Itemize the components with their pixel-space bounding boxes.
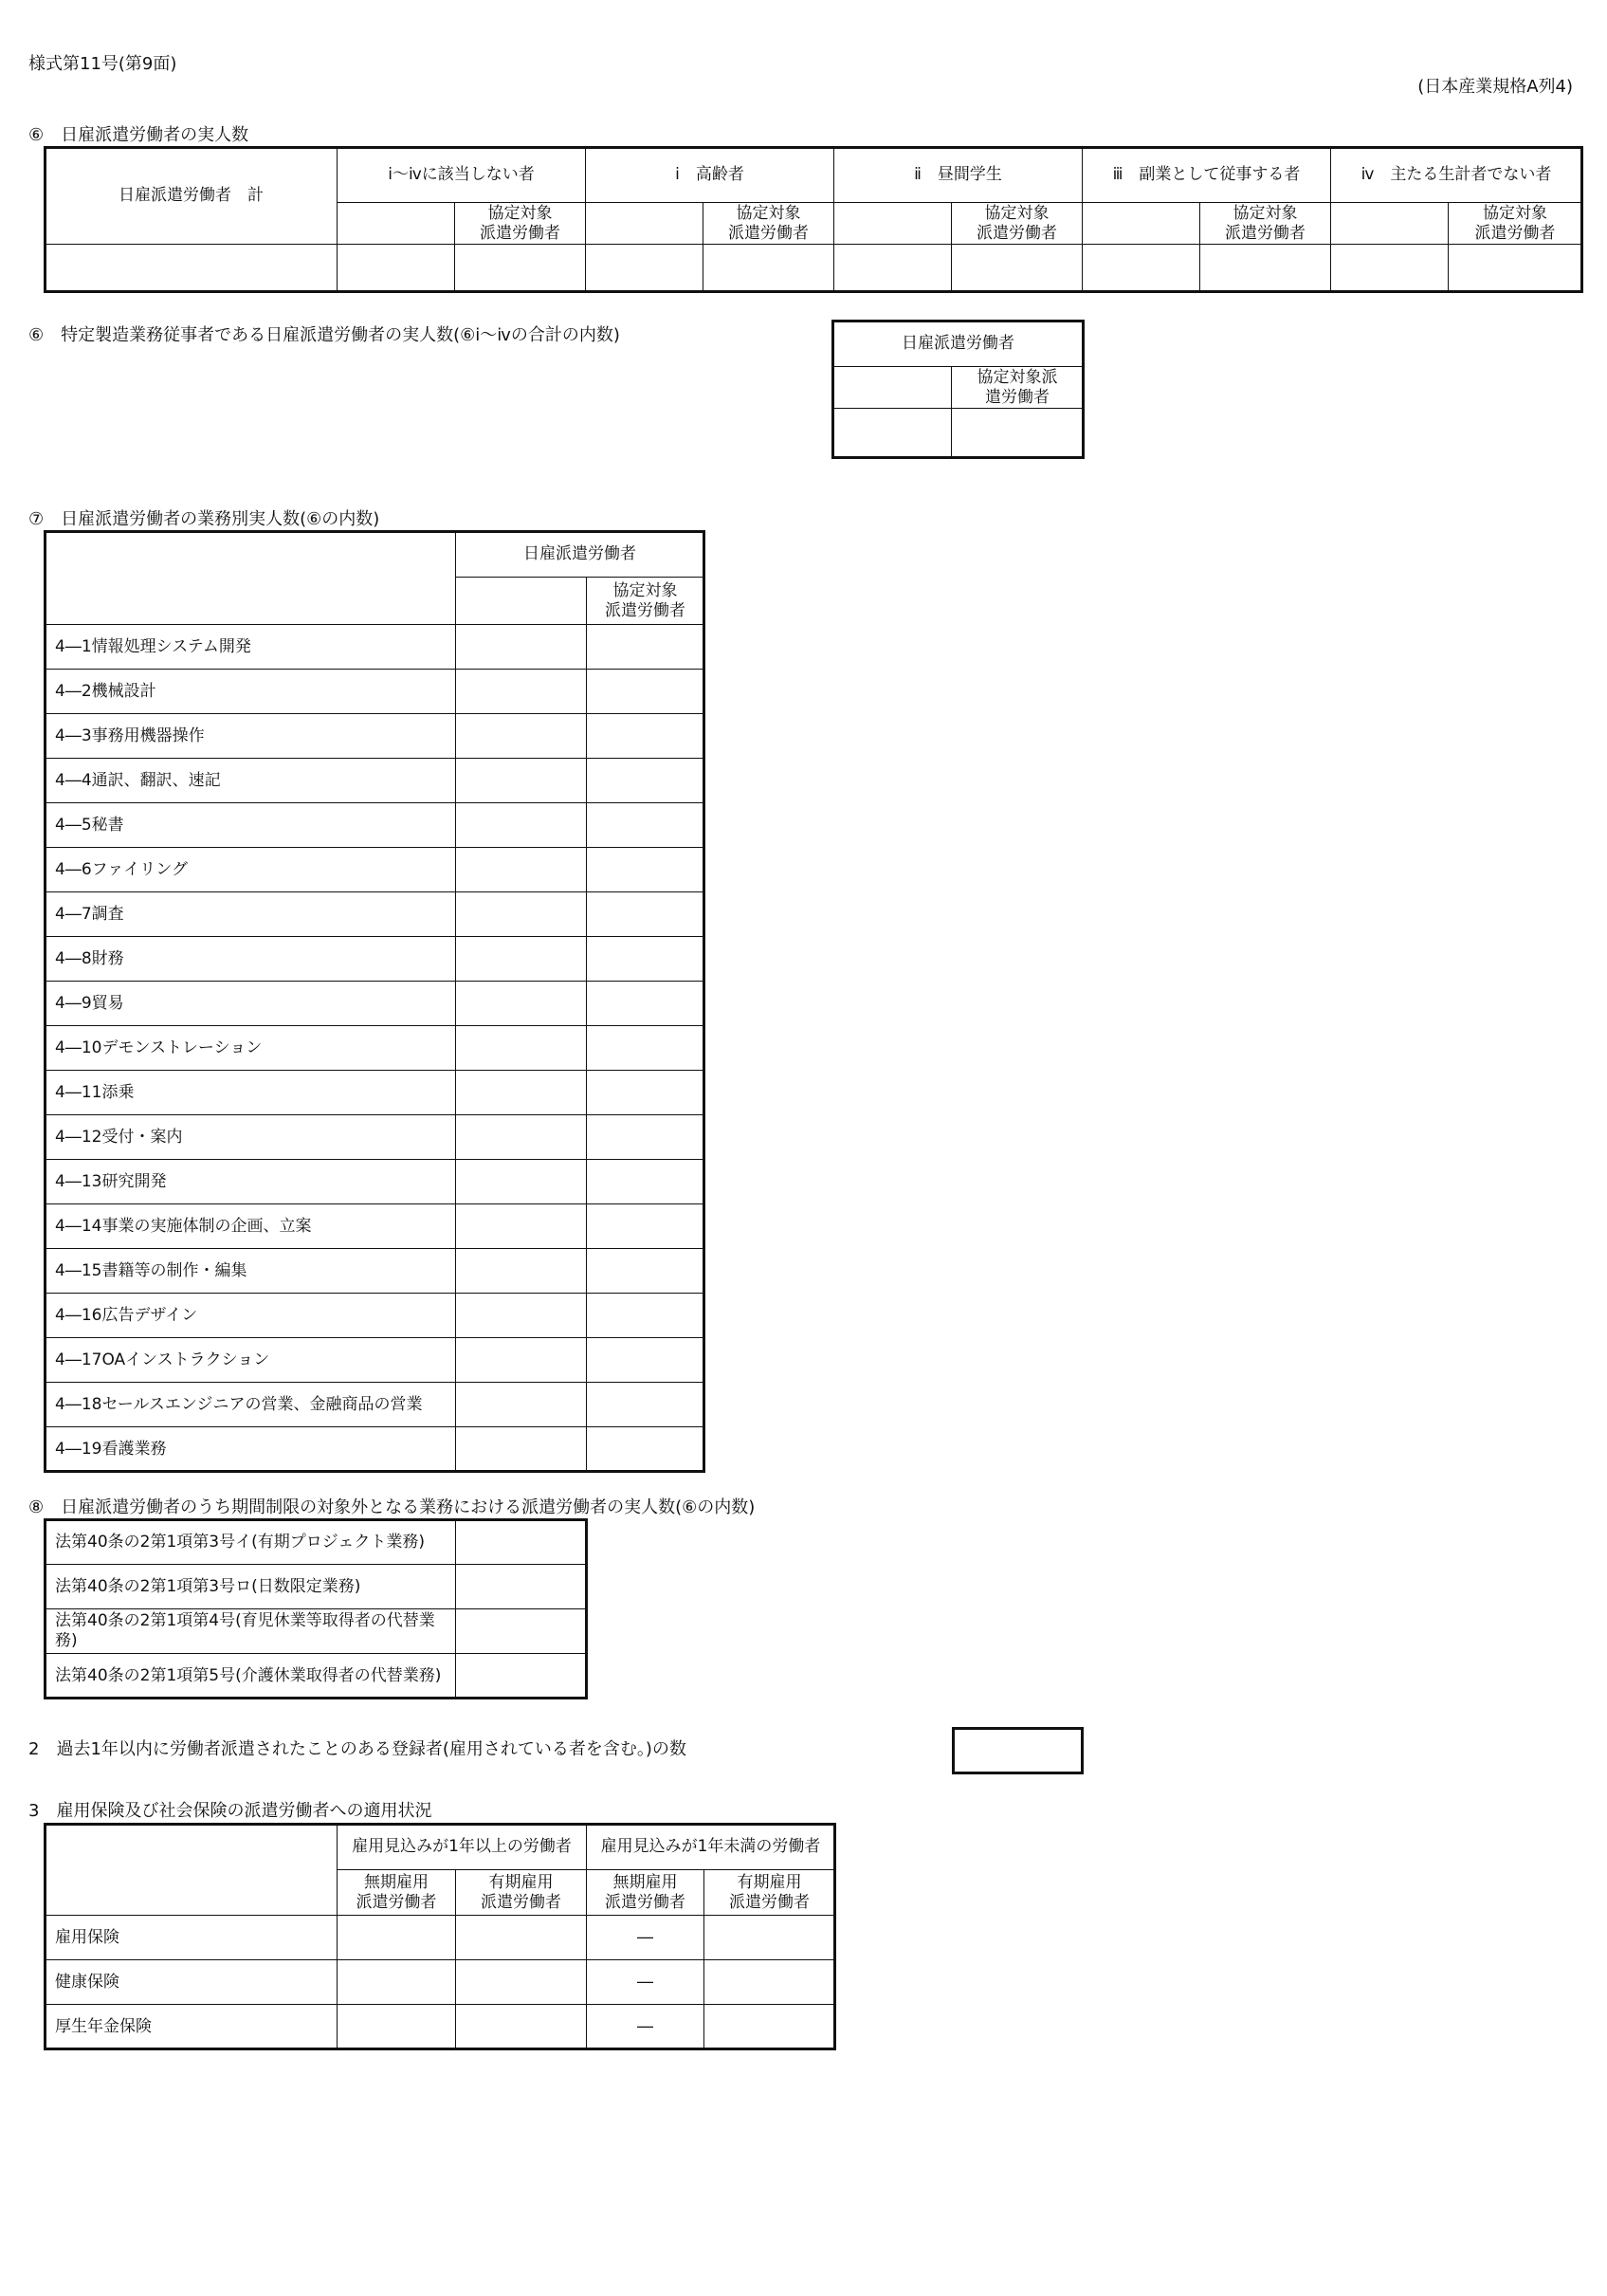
sec3-sub-0: 無期雇用 派遣労働者	[338, 1870, 456, 1916]
sec7-input-cell[interactable]	[456, 1338, 587, 1383]
sec6-group-1: ⅰ 高齢者	[586, 148, 834, 203]
sec7-row-label: 4―17OAインストラクション	[46, 1338, 456, 1383]
sec6-sub-1: 協定対象 派遣労働者	[703, 203, 834, 245]
sec3-input-cell[interactable]	[456, 1960, 587, 2005]
sec8-row	[46, 1654, 587, 1699]
sec6-sub-2: 協定対象 派遣労働者	[952, 203, 1083, 245]
sec7-row-label: 4―3事務用機器操作	[46, 714, 456, 759]
sec2-title: 2 過去1年以内に労働者派遣されたことのある登録者(雇用されている者を含む。)の数	[28, 1739, 686, 1759]
sec6-input-cell[interactable]	[1083, 245, 1200, 292]
sec7-row-label: 4―19看護業務	[46, 1427, 456, 1472]
sec6-blank	[338, 203, 455, 245]
sec6-blank	[834, 203, 952, 245]
sec3-input-cell[interactable]	[338, 1916, 456, 1960]
sec8-row-label: 法第40条の2第1項第3号ロ(日数限定業務)	[46, 1565, 456, 1609]
sec3-row	[46, 1960, 835, 2005]
sec7-row	[46, 937, 704, 982]
sec7-row	[46, 1115, 704, 1160]
sec7-input-cell[interactable]	[456, 625, 587, 670]
sec3-sub-3: 有期雇用 派遣労働者	[704, 1870, 835, 1916]
sec3-corner	[46, 1825, 338, 1916]
sec7-input-cell[interactable]	[456, 982, 587, 1026]
sec6-input-cell[interactable]	[1449, 245, 1582, 292]
sec7-input-cell[interactable]	[587, 1383, 704, 1427]
sec7-row	[46, 982, 704, 1026]
sec7-row	[46, 1427, 704, 1472]
sec7-row	[46, 670, 704, 714]
sec3-input-cell[interactable]	[338, 2005, 456, 2049]
sec7-input-cell[interactable]	[456, 1204, 587, 1249]
sec8-input-cell[interactable]	[456, 1654, 587, 1699]
sec6b-blank	[833, 367, 952, 409]
sec7-row	[46, 1383, 704, 1427]
sec6-input-cell[interactable]	[1200, 245, 1331, 292]
sec3-input-cell[interactable]	[704, 1960, 835, 2005]
sec3-dash-cell: ―	[587, 2005, 704, 2049]
sec7-row-label: 4―14事業の実施体制の企画、立案	[46, 1204, 456, 1249]
sec7-row	[46, 892, 704, 937]
sec7-row	[46, 803, 704, 848]
sec7-input-cell[interactable]	[456, 937, 587, 982]
sec3-input-cell[interactable]	[704, 1916, 835, 1960]
sec7-row-label: 4―2機械設計	[46, 670, 456, 714]
sec7-row-label: 4―5秘書	[46, 803, 456, 848]
sec3-sub-1: 有期雇用 派遣労働者	[456, 1870, 587, 1916]
sec3-title: 3 雇用保険及び社会保険の派遣労働者への適用状況	[28, 1801, 432, 1821]
sec7-input-cell[interactable]	[456, 1249, 587, 1294]
sec8-row	[46, 1565, 587, 1609]
sec3-input-cell[interactable]	[704, 2005, 835, 2049]
sec7-input-cell[interactable]	[587, 759, 704, 803]
sec7-row-label: 4―10デモンストレーション	[46, 1026, 456, 1071]
sec6b-input-cell[interactable]	[833, 409, 952, 458]
sec3-group-1: 雇用見込みが1年未満の労働者	[587, 1825, 835, 1870]
sec6b-title: ⑥ 特定製造業務従事者である日雇派遣労働者の実人数(⑥ⅰ～ⅳの合計の内数)	[28, 325, 620, 345]
sec6-total-header: 日雇派遣労働者 計	[46, 148, 338, 245]
sec6b-sub: 協定対象派 遣労働者	[952, 367, 1084, 409]
sec3-row	[46, 2005, 835, 2049]
sec8-row-label: 法第40条の2第1項第5号(介護休業取得者の代替業務)	[46, 1654, 456, 1699]
sec7-input-cell[interactable]	[456, 759, 587, 803]
sec7-input-cell[interactable]	[587, 848, 704, 892]
sec8-row	[46, 1520, 587, 1565]
sec3-row	[46, 1916, 835, 1960]
sec6b-input-cell[interactable]	[952, 409, 1084, 458]
sec6-group-4: ⅳ 主たる生計者でない者	[1331, 148, 1582, 203]
sec7-row	[46, 1204, 704, 1249]
sec7-input-cell[interactable]	[587, 1026, 704, 1071]
sec6-blank	[1331, 203, 1449, 245]
sec6-blank	[586, 203, 703, 245]
sec7-input-cell[interactable]	[456, 1383, 587, 1427]
sec3-input-cell[interactable]	[456, 1916, 587, 1960]
sec7-row-label: 4―16広告デザイン	[46, 1294, 456, 1338]
sec8-input-cell[interactable]	[456, 1565, 587, 1609]
sec7-row-label: 4―15書籍等の制作・編集	[46, 1249, 456, 1294]
sec7-row	[46, 1071, 704, 1115]
sec6-sub-4: 協定対象 派遣労働者	[1449, 203, 1582, 245]
sec6-group-3: ⅲ 副業として従事する者	[1083, 148, 1331, 203]
sec8-row-label: 法第40条の2第1項第3号イ(有期プロジェクト業務)	[46, 1520, 456, 1565]
sec7-row-label: 4―6ファイリング	[46, 848, 456, 892]
form-number: 様式第11号(第9面)	[28, 54, 177, 74]
sec2-input-box[interactable]	[952, 1727, 1084, 1774]
sec7-table	[45, 531, 704, 1472]
sec3-row-label: 厚生年金保険	[46, 2005, 338, 2049]
sec7-row	[46, 1249, 704, 1294]
sec7-input-cell[interactable]	[456, 1115, 587, 1160]
sec6-input-cell[interactable]	[834, 245, 952, 292]
sec7-row-label: 4―7調査	[46, 892, 456, 937]
sec6-blank	[1083, 203, 1200, 245]
paper-size-note: (日本産業規格A列4)	[1417, 77, 1573, 97]
sec6-input-cell[interactable]	[586, 245, 703, 292]
sec7-input-cell[interactable]	[587, 1249, 704, 1294]
sec3-table	[45, 1824, 835, 2049]
sec7-row	[46, 625, 704, 670]
sec7-input-cell[interactable]	[456, 892, 587, 937]
sec7-input-cell[interactable]	[456, 848, 587, 892]
sec7-input-cell[interactable]	[587, 1427, 704, 1472]
sec7-input-cell[interactable]	[587, 937, 704, 982]
sec7-row	[46, 714, 704, 759]
sec3-row-label: 健康保険	[46, 1960, 338, 2005]
sec7-row-label: 4―11添乗	[46, 1071, 456, 1115]
sec7-input-cell[interactable]	[456, 1026, 587, 1071]
sec7-input-cell[interactable]	[587, 1294, 704, 1338]
sec6b-head: 日雇派遣労働者	[833, 321, 1084, 367]
sec7-input-cell[interactable]	[587, 1071, 704, 1115]
sec8-row	[46, 1609, 587, 1654]
sec3-group-0: 雇用見込みが1年以上の労働者	[338, 1825, 587, 1870]
sec7-input-cell[interactable]	[456, 1071, 587, 1115]
sec6-input-cell[interactable]	[1331, 245, 1449, 292]
sec7-title: ⑦ 日雇派遣労働者の業務別実人数(⑥の内数)	[28, 509, 380, 529]
sec6-input-cell[interactable]	[952, 245, 1083, 292]
sec7-input-cell[interactable]	[587, 670, 704, 714]
sec6-sub-0: 協定対象 派遣労働者	[455, 203, 586, 245]
sec7-input-cell[interactable]	[587, 625, 704, 670]
sec7-input-cell[interactable]	[456, 670, 587, 714]
sec7-corner	[46, 532, 456, 625]
sec7-row	[46, 1160, 704, 1204]
sec6-input-cell[interactable]	[46, 245, 338, 292]
sec6-title: ⑥ 日雇派遣労働者の実人数	[28, 125, 249, 145]
sec6-input-cell[interactable]	[455, 245, 586, 292]
sec3-input-cell[interactable]	[338, 1960, 456, 2005]
sec7-input-cell[interactable]	[456, 714, 587, 759]
sec7-row-label: 4―4通訳、翻訳、速記	[46, 759, 456, 803]
sec7-row	[46, 759, 704, 803]
sec7-row-label: 4―1情報処理システム開発	[46, 625, 456, 670]
sec3-row-label: 雇用保険	[46, 1916, 338, 1960]
sec8-input-cell[interactable]	[456, 1520, 587, 1565]
sec7-input-cell[interactable]	[587, 1160, 704, 1204]
sec7-row-label: 4―13研究開発	[46, 1160, 456, 1204]
sec7-input-cell[interactable]	[587, 803, 704, 848]
sec8-row-label: 法第40条の2第1項第4号(育児休業等取得者の代替業務)	[46, 1609, 456, 1654]
sec8-input-cell[interactable]	[456, 1609, 587, 1654]
sec3-dash-cell: ―	[587, 1960, 704, 2005]
sec7-row-label: 4―8財務	[46, 937, 456, 982]
sec7-input-cell[interactable]	[587, 714, 704, 759]
sec6-input-cell[interactable]	[703, 245, 834, 292]
sec6-group-2: ⅱ 昼間学生	[834, 148, 1083, 203]
sec7-input-cell[interactable]	[587, 1204, 704, 1249]
sec6-table	[45, 147, 1582, 292]
sec6-sub-3: 協定対象 派遣労働者	[1200, 203, 1331, 245]
sec7-row-label: 4―9貿易	[46, 982, 456, 1026]
sec7-row-label: 4―12受付・案内	[46, 1115, 456, 1160]
sec7-row-label: 4―18セールスエンジニアの営業、金融商品の営業	[46, 1383, 456, 1427]
sec8-title: ⑧ 日雇派遣労働者のうち期間制限の対象外となる業務における派遣労働者の実人数(⑥の内数)	[28, 1497, 756, 1517]
sec6b-table	[832, 321, 1084, 458]
sec7-input-cell[interactable]	[456, 1427, 587, 1472]
sec7-input-cell[interactable]	[456, 1160, 587, 1204]
sec7-sub: 協定対象 派遣労働者	[587, 578, 704, 625]
sec7-row	[46, 1338, 704, 1383]
sec7-row	[46, 848, 704, 892]
sec3-sub-2: 無期雇用 派遣労働者	[587, 1870, 704, 1916]
sec3-input-cell[interactable]	[456, 2005, 587, 2049]
sec7-input-cell[interactable]	[587, 982, 704, 1026]
sec7-head: 日雇派遣労働者	[456, 532, 704, 578]
sec7-input-cell[interactable]	[587, 892, 704, 937]
sec7-input-cell[interactable]	[587, 1338, 704, 1383]
sec6-group-0: ⅰ～ⅳに該当しない者	[338, 148, 586, 203]
sec7-input-cell[interactable]	[456, 803, 587, 848]
sec7-input-cell[interactable]	[587, 1115, 704, 1160]
sec7-input-cell[interactable]	[456, 1294, 587, 1338]
sec7-row	[46, 1026, 704, 1071]
sec8-table	[45, 1519, 587, 1699]
sec7-row	[46, 1294, 704, 1338]
sec3-dash-cell: ―	[587, 1916, 704, 1960]
sec7-blank	[456, 578, 587, 625]
sec6-input-cell[interactable]	[338, 245, 455, 292]
